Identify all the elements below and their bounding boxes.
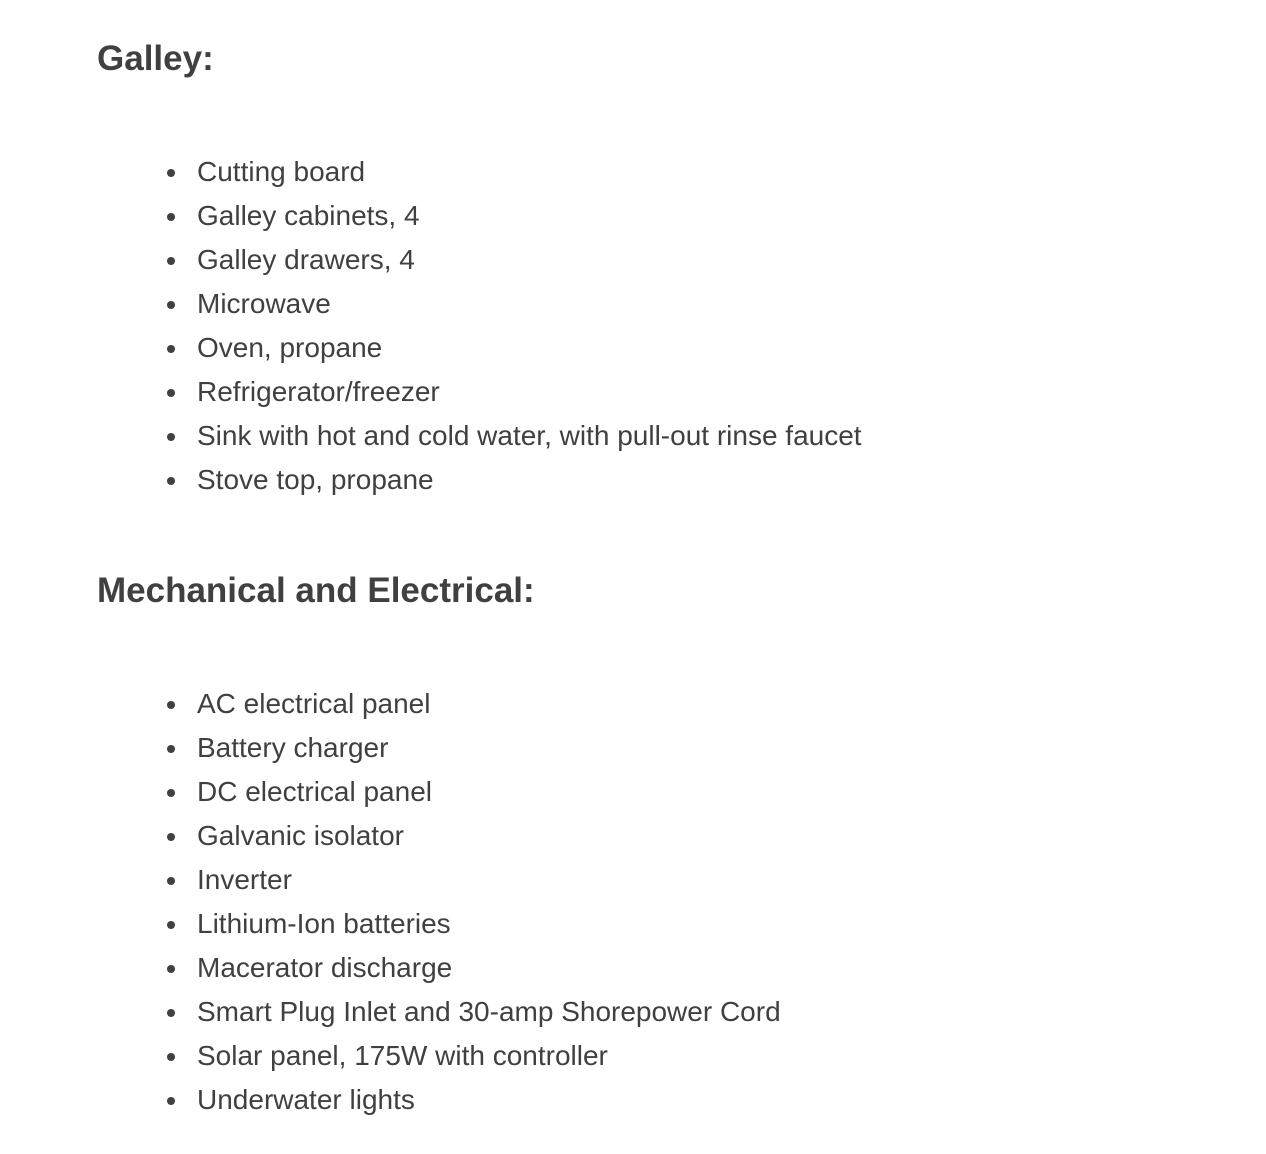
list-item [0, 150, 862, 194]
bullet-icon [167, 169, 175, 177]
bullet-icon [167, 1053, 175, 1061]
list-item [0, 238, 862, 282]
list-item [0, 858, 781, 902]
bullet-icon [167, 389, 175, 397]
list-item [0, 770, 781, 814]
list-item-text: Microwave [197, 288, 331, 319]
list-item [0, 326, 862, 370]
list-item-text: Stove top, propane [197, 464, 434, 495]
list-item [0, 370, 862, 414]
bullet-icon [167, 345, 175, 353]
bullet-icon [167, 433, 175, 441]
list-item-text: Sink with hot and cold water, with pull-out rinse faucet [197, 420, 862, 451]
list-item [0, 902, 781, 946]
mechanical-electrical-heading: Mechanical and Electrical: [97, 571, 535, 610]
galley-feature-list [0, 150, 862, 502]
list-item-text: Galvanic isolator [197, 820, 404, 851]
list-item [0, 726, 781, 770]
list-item-text: Refrigerator/freezer [197, 376, 440, 407]
bullet-icon [167, 745, 175, 753]
bullet-icon [167, 701, 175, 709]
list-item [0, 946, 781, 990]
list-item-text: Galley cabinets, 4 [197, 200, 420, 231]
list-item-text: DC electrical panel [197, 776, 432, 807]
list-item-text: Oven, propane [197, 332, 383, 363]
list-item [0, 814, 781, 858]
list-item [0, 1034, 781, 1078]
bullet-icon [167, 965, 175, 973]
list-item-text: Cutting board [197, 156, 366, 187]
list-item-text: Inverter [197, 864, 292, 895]
list-item-text: Battery charger [197, 732, 389, 763]
list-item [0, 682, 781, 726]
bullet-icon [167, 833, 175, 841]
list-item-text: Macerator discharge [197, 952, 453, 983]
list-item-text: AC electrical panel [197, 688, 431, 719]
bullet-icon [167, 301, 175, 309]
list-item [0, 282, 862, 326]
list-item [0, 1078, 781, 1122]
bullet-icon [167, 877, 175, 885]
galley-heading: Galley: [97, 39, 214, 78]
bullet-icon [167, 257, 175, 265]
list-item [0, 990, 781, 1034]
list-item [0, 414, 862, 458]
list-item-text: Lithium-Ion batteries [197, 908, 451, 939]
list-item-text: Solar panel, 175W with controller [197, 1040, 608, 1071]
list-item [0, 194, 862, 238]
bullet-icon [167, 921, 175, 929]
bullet-icon [167, 789, 175, 797]
bullet-icon [167, 1097, 175, 1105]
list-item-text: Smart Plug Inlet and 30-amp Shorepower Cord [197, 996, 781, 1027]
bullet-icon [167, 213, 175, 221]
bullet-icon [167, 477, 175, 485]
list-item [0, 458, 862, 502]
mechanical-electrical-feature-list [0, 682, 781, 1122]
list-item-text: Galley drawers, 4 [197, 244, 415, 275]
list-item-text: Underwater lights [197, 1084, 415, 1115]
bullet-icon [167, 1009, 175, 1017]
